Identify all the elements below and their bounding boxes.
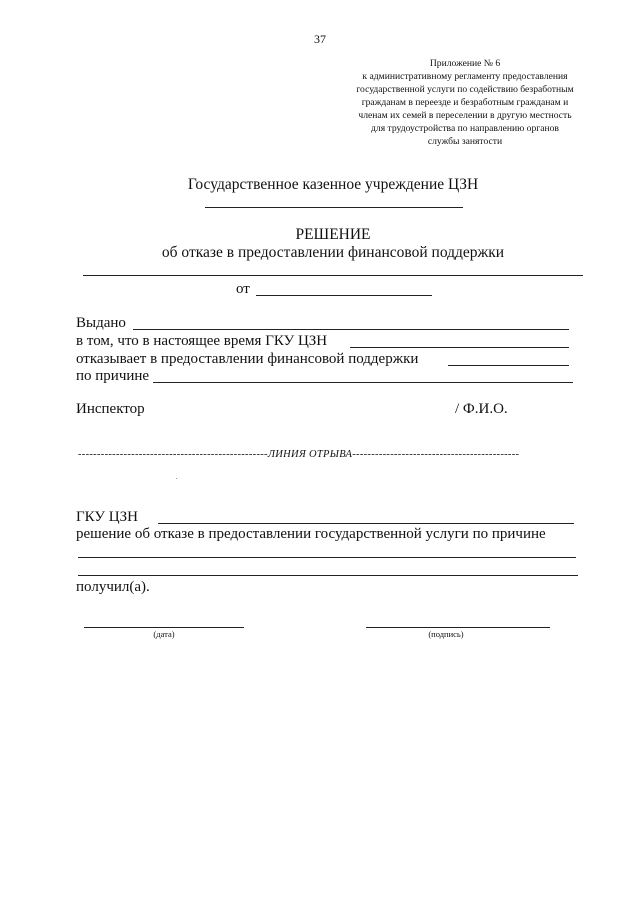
appendix-note [330, 57, 600, 148]
reason-field-line[interactable] [153, 382, 573, 383]
tear-line [78, 449, 519, 460]
decision-subtitle: об отказе в предоставлении финансовой поддержки [161, 244, 505, 261]
recipient-line [83, 275, 583, 276]
decision-title: РЕШЕНИЕ [295, 226, 371, 243]
fio-label: / Ф.И.О. [455, 401, 508, 417]
stub-reason-line-1[interactable] [78, 557, 576, 558]
date-signature-line[interactable] [84, 627, 244, 628]
stub-reason-text: решение об отказе в предоставлении государственной услуги по причине [76, 526, 546, 542]
page-number: 37 [314, 32, 326, 46]
reason-label: по причине [76, 368, 150, 384]
center-statement: в том, что в настоящее время ГКУ ЦЗН [76, 333, 328, 349]
tear-line-dashes-left: -------------------------------------------------- [78, 449, 268, 460]
stub-gku-field-line[interactable] [158, 523, 574, 524]
appendix-line: службы занятости [427, 136, 503, 147]
tear-line-label: ЛИНИЯ ОТРЫВА [267, 449, 353, 460]
date-prefix: от [236, 281, 250, 297]
scan-speck [176, 478, 177, 479]
appendix-line: гражданам в переезде и безработным гражданам и [361, 97, 569, 108]
stub-reason-line-2[interactable] [78, 575, 578, 576]
issued-field-line[interactable] [133, 329, 569, 330]
received-label: получил(а). [76, 579, 150, 595]
institution-underline [205, 207, 463, 208]
stub-gku-label: ГКУ ЦЗН [76, 509, 138, 525]
appendix-line: членам их семей в переселении в другую местность [358, 110, 572, 121]
inspector-label: Инспектор [76, 401, 145, 417]
issued-label: Выдано [76, 315, 126, 331]
date-field-line[interactable] [256, 295, 432, 296]
appendix-line: государственной услуги по содействию безработным [356, 84, 574, 95]
signature-caption: (подпись) [428, 629, 464, 639]
refusal-field-line[interactable] [448, 365, 569, 366]
refusal-statement: отказывает в предоставлении финансовой поддержки [76, 351, 419, 367]
institution-name: Государственное казенное учреждение ЦЗН [187, 176, 479, 193]
date-caption: (дата) [153, 629, 175, 639]
appendix-line: к административному регламенту предоставления [362, 71, 568, 82]
appendix-line: Приложение № 6 [429, 58, 501, 69]
center-field-line[interactable] [350, 347, 569, 348]
tear-line-dashes-right: -------------------------------------------- [352, 449, 520, 460]
appendix-line: для трудоустройства по направлению органов [371, 123, 559, 134]
signature-line[interactable] [366, 627, 550, 628]
